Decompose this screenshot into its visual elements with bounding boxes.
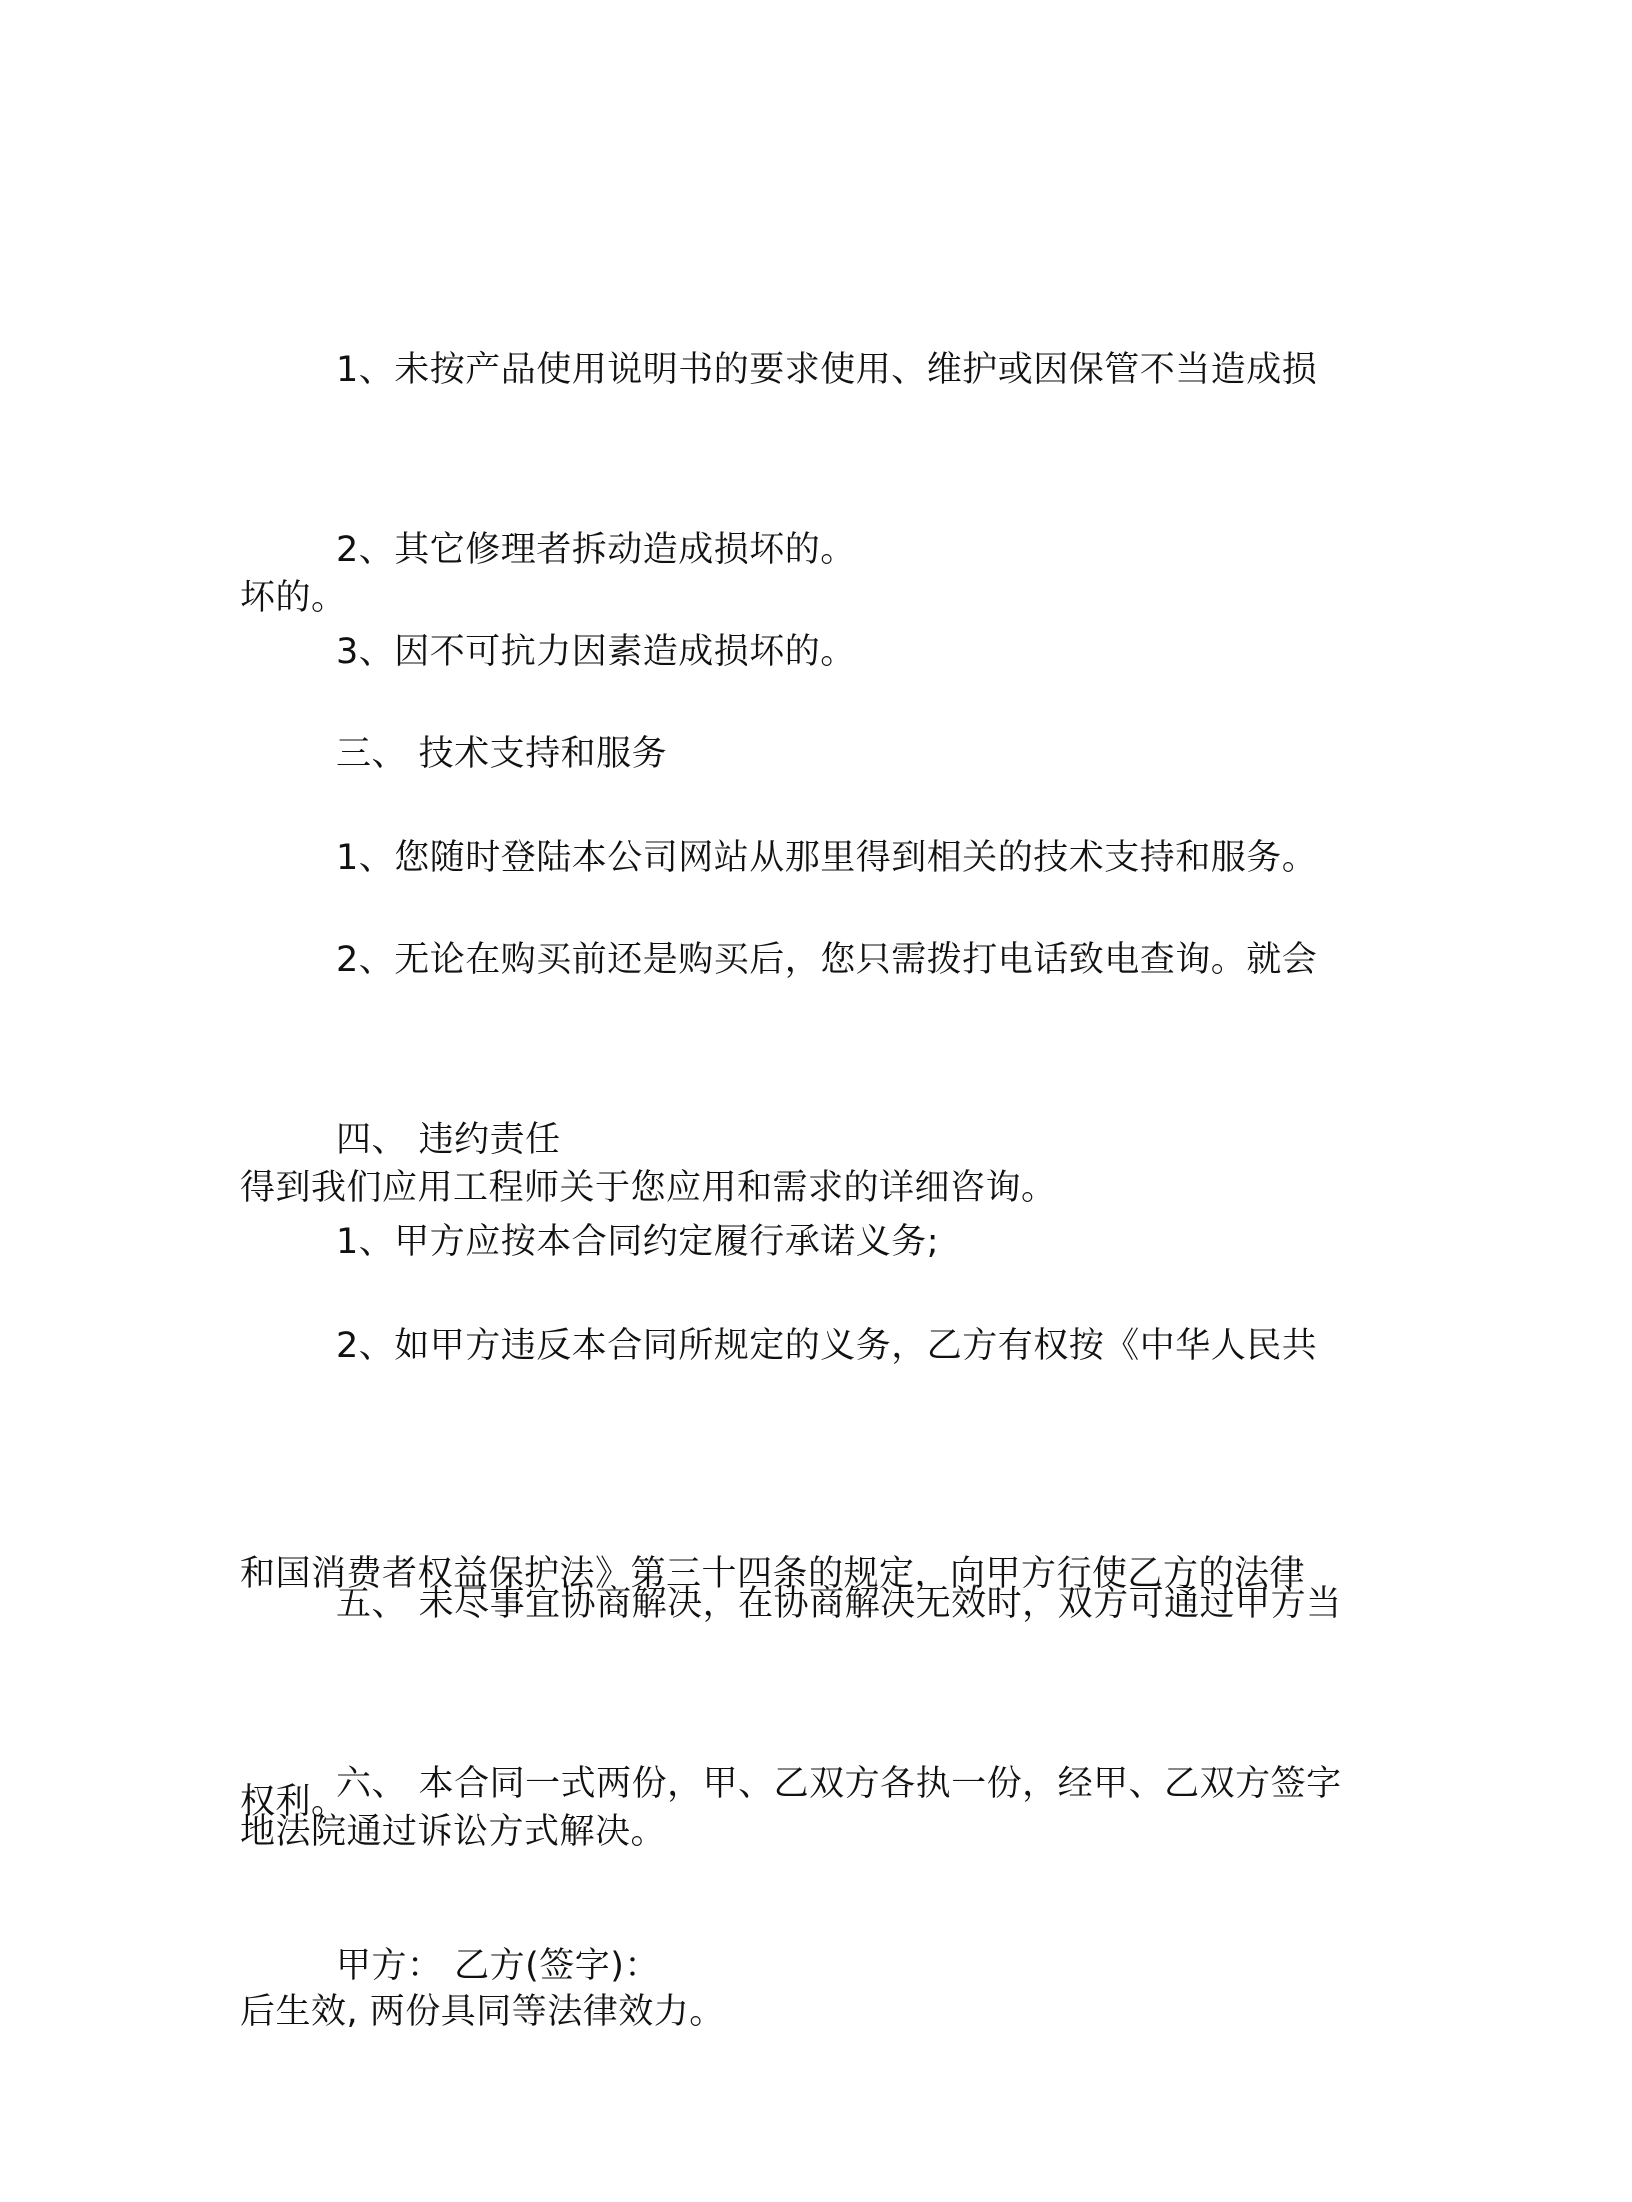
text-line: 六、 本合同一式两份，甲、乙双方各执一份，经甲、乙双方签字 xyxy=(336,1764,1342,1804)
text-line: 1、您随时登陆本公司网站从那里得到相关的技术支持和服务。 xyxy=(336,838,1318,878)
text-line: 四、 违约责任 xyxy=(336,1120,561,1160)
text-line: 2、如甲方违反本合同所规定的义务，乙方有权按《中华人民共 xyxy=(336,1326,1318,1366)
text-line: 甲方： 乙方(签字)： xyxy=(336,1946,660,1986)
text-line: 坏的。 xyxy=(240,578,347,618)
text-line: 权利。 xyxy=(240,1782,347,1822)
text-line: 地法院通过诉讼方式解决。 xyxy=(240,1812,667,1852)
signature-line xyxy=(240,1776,1390,2156)
text-line: 和国消费者权益保护法》第三十四条的规定，向甲方行使乙方的法律 xyxy=(240,1554,1306,1594)
text-line: 后生效, 两份具同等法律效力。 xyxy=(240,1992,725,2032)
text-line: 2、无论在购买前还是购买后，您只需拨打电话致电查询。就会 xyxy=(336,940,1318,980)
text-line: 1、甲方应按本合同约定履行承诺义务; xyxy=(336,1222,940,1262)
text-line: 得到我们应用工程师关于您应用和需求的详细咨询。 xyxy=(240,1168,1057,1208)
text-line: 三、 技术支持和服务 xyxy=(336,734,668,774)
text-line: 3、因不可抗力因素造成损坏的。 xyxy=(336,632,856,672)
text-line: 五、 未尽事宜协商解决，在协商解决无效时，双方可通过甲方当 xyxy=(336,1584,1342,1624)
text-line: 2、其它修理者拆动造成损坏的。 xyxy=(336,530,856,570)
text-line: 1、未按产品使用说明书的要求使用、维护或因保管不当造成损 xyxy=(336,350,1318,390)
